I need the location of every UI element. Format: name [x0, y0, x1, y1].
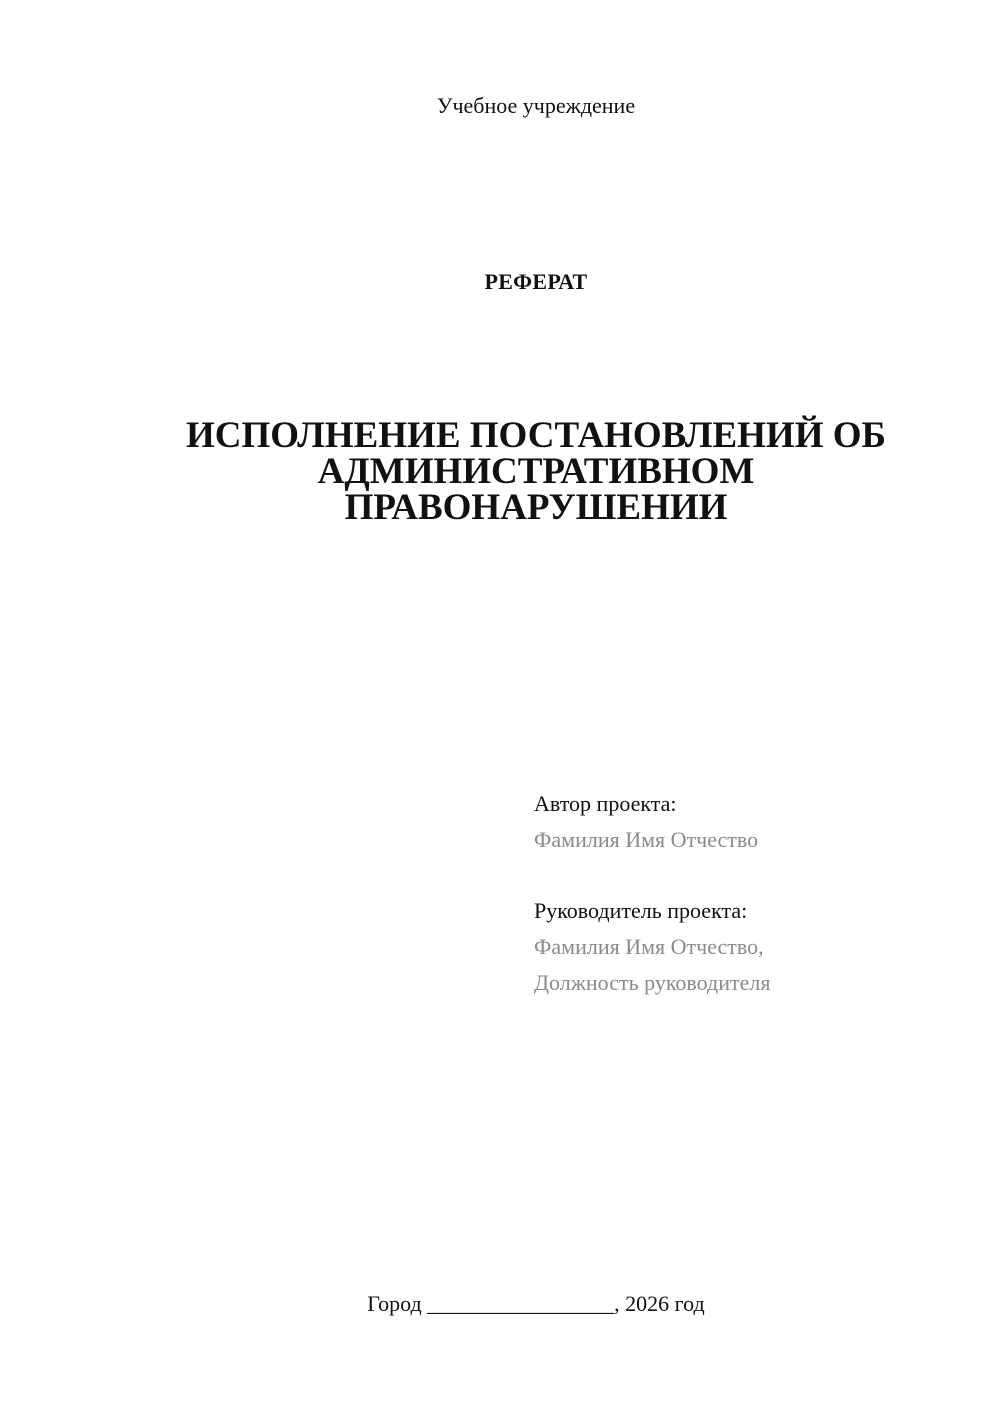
supervisor-label: Руководитель проекта: — [534, 898, 748, 923]
document-type: РЕФЕРАТ — [484, 269, 588, 294]
year-text: , 2026 год — [614, 1291, 705, 1316]
supervisor-block — [534, 893, 974, 1001]
title-line-3: ПРАВОНАРУШЕНИИ — [344, 487, 728, 528]
title-line-1: ИСПОЛНЕНИЕ ПОСТАНОВЛЕНИЙ ОБ — [186, 415, 886, 456]
supervisor-position: Должность руководителя — [534, 970, 771, 995]
title-line-2: АДМИНИСТРАТИВНОМ — [317, 451, 755, 492]
author-block — [534, 786, 974, 858]
supervisor-name: Фамилия Имя Отчество, — [534, 934, 764, 959]
author-label: Автор проекта: — [534, 791, 677, 816]
document-title — [150, 415, 922, 528]
author-name: Фамилия Имя Отчество — [534, 827, 759, 852]
institution-name: Учебное учреждение — [436, 93, 636, 118]
city-label: Город — [367, 1291, 422, 1316]
city-blank: _________________ — [427, 1291, 615, 1316]
city-year-line — [0, 1289, 1000, 1319]
